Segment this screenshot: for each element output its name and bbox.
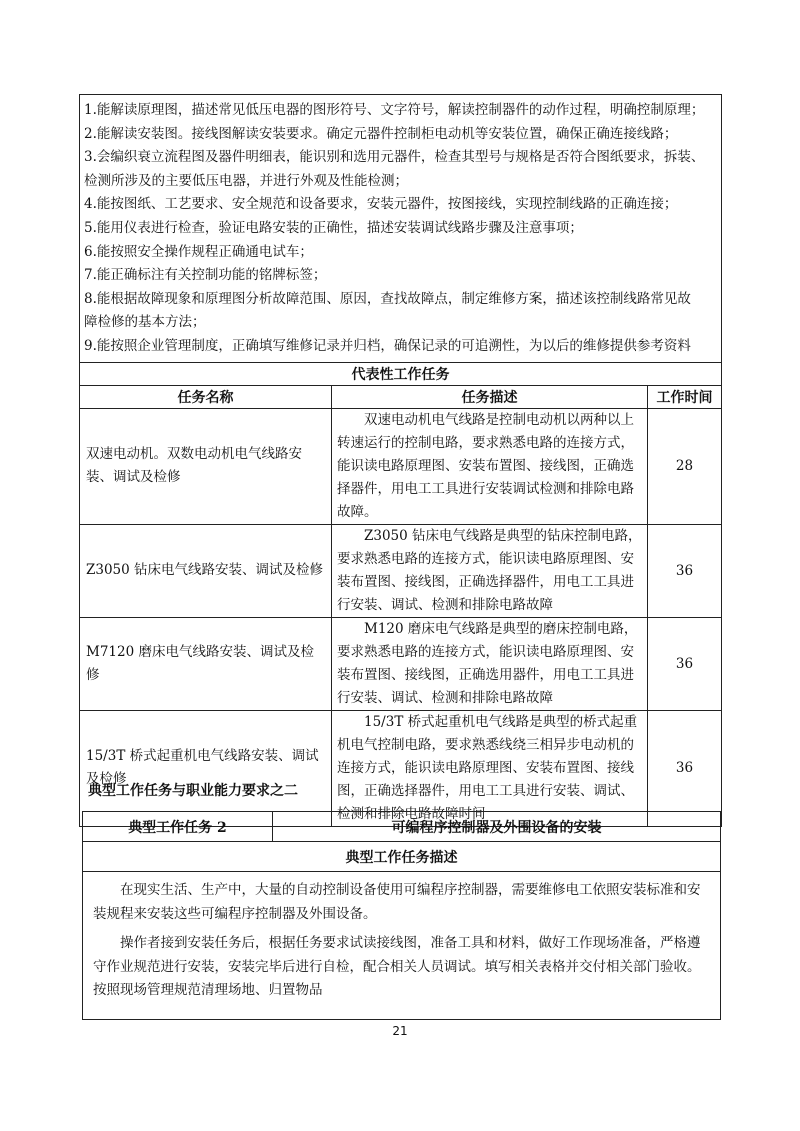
- requirement-line: 1.能解读原理图，描述常见低压电器的图形符号、文字符号，解读控制器件的动作过程，明确控制原理；: [84, 102, 705, 118]
- ability-requirements-row: [80, 95, 722, 363]
- rep-tasks-title: 代表性工作任务: [80, 362, 722, 385]
- task-desc: Z3050 钻床电气线路是典型的钻床控制电路，要求熟悉电路的连接方式，能识读电路原理图、安装布置图、接线图，正确选择器件，用电工工具进行安装、调试、检测和排除电路故障: [332, 524, 648, 617]
- desc-body: [83, 872, 721, 1020]
- task-desc: M120 磨床电气线路是典型的磨床控制电路，要求熟悉电路的连接方式，能识读电路原理图、安装布置图、接线图，正确选用器件，用电工工具进行安装、调试、检测和排除电路故障: [332, 617, 648, 710]
- table-row: [80, 408, 722, 524]
- task-name: Z3050 钻床电气线路安装、调试及检修: [80, 524, 332, 617]
- requirement-line: 8.能根据故障现象和原理图分析故障范围、原因，查找故障点，制定维修方案，描述该控制线路常见故: [84, 290, 691, 307]
- desc-header: 典型工作任务描述: [83, 842, 721, 872]
- header-task-name: 任务名称: [80, 385, 332, 408]
- task-time: 36: [648, 524, 722, 617]
- requirement-line: 检测所涉及的主要低压电器，并进行外观及性能检测；: [84, 172, 408, 189]
- table-row: [80, 524, 722, 617]
- requirement-line: 6.能按照安全操作规程正确通电试车；: [84, 243, 313, 260]
- section-title: 典型工作任务与职业能力要求之二: [88, 783, 298, 799]
- page-number: 21: [392, 1024, 408, 1038]
- requirement-line: 3.会编织衰立流程图及器件明细表，能识别和选用元器件，检查其型号与规格是否符合图纸要求，拆装、: [84, 149, 705, 166]
- requirement-line: 障检修的基本方法；: [84, 314, 206, 331]
- requirement-line: 5.能用仪表进行检查，验证电路安装的正确性，描述安装调试线路步骤及注意事项；: [84, 219, 583, 236]
- task-desc: 双速电动机电气线路是控制电动机以两种以上转速运行的控制电路，要求熟悉电路的连接方式，能识读电路原理图、安装布置图、接线图，正确选择器件，用电工工具进行安装调试检测和排除电路故障。: [332, 408, 648, 524]
- task-title: 可编程序控制器及外围设备的安装: [273, 812, 721, 842]
- task-time: 28: [648, 408, 722, 524]
- requirement-line: 4.能按图纸、工艺要求、安全规范和设备要求，安装元器件，按图接线，实现控制线路的正确连接；: [84, 196, 678, 213]
- desc-paragraph: 在现实生活、生产中，大量的自动控制设备使用可编程序控制器，需要维修电工依照安装标准和安装规程来安装这些可编程序控制器及外围设备。: [93, 882, 701, 922]
- task-time: 36: [648, 617, 722, 710]
- ability-requirements-cell: [80, 95, 722, 363]
- requirement-line: 2.能解读安装图。接线图解读安装要求。确定元器件控制柜电动机等安装位置，确保正确连接线路；: [84, 125, 678, 142]
- table-row: [80, 617, 722, 710]
- task-desc: 15/3T 桥式起重机电气线路是典型的桥式起重机电气控制电路，要求熟悉线绕三相异步电动机的连接方式，能识读电路原理图、安装布置图、接线图，正确选择器件，用电工工具进行安装、调试、检测和排除电路故障时间: [332, 710, 648, 826]
- requirement-line: 7.能正确标注有关控制功能的铭牌标签；: [84, 267, 327, 284]
- task-name: 15/3T 桥式起重机电气线路安装、调试及检修: [80, 710, 332, 826]
- task-time: 36: [648, 710, 722, 826]
- header-work-time: 工作时间: [648, 385, 722, 408]
- task-label: 典型工作任务 2: [83, 812, 273, 842]
- table-row: [80, 710, 722, 826]
- requirement-line: 9.能按照企业管理制度，正确填写维修记录并归档，确保记录的可追溯性，为以后的维修提供参考资料: [84, 337, 691, 354]
- task-name: 双速电动机。双数电动机电气线路安装、调试及检修: [80, 408, 332, 524]
- task-name: M7120 磨床电气线路安装、调试及检修: [80, 617, 332, 710]
- desc-paragraph: 操作者接到安装任务后，根据任务要求试读接线图，准备工具和材料，做好工作现场准备，严格遵守作业规范进行安装，安装完毕后进行自检，配合相关人员调试。填写相关表格并交付相关部门验收。按照现场管理规范清理场地、归置物品: [93, 935, 701, 998]
- task2-table: [82, 811, 721, 1020]
- requirements-table: [79, 94, 722, 827]
- header-task-desc: 任务描述: [332, 385, 648, 408]
